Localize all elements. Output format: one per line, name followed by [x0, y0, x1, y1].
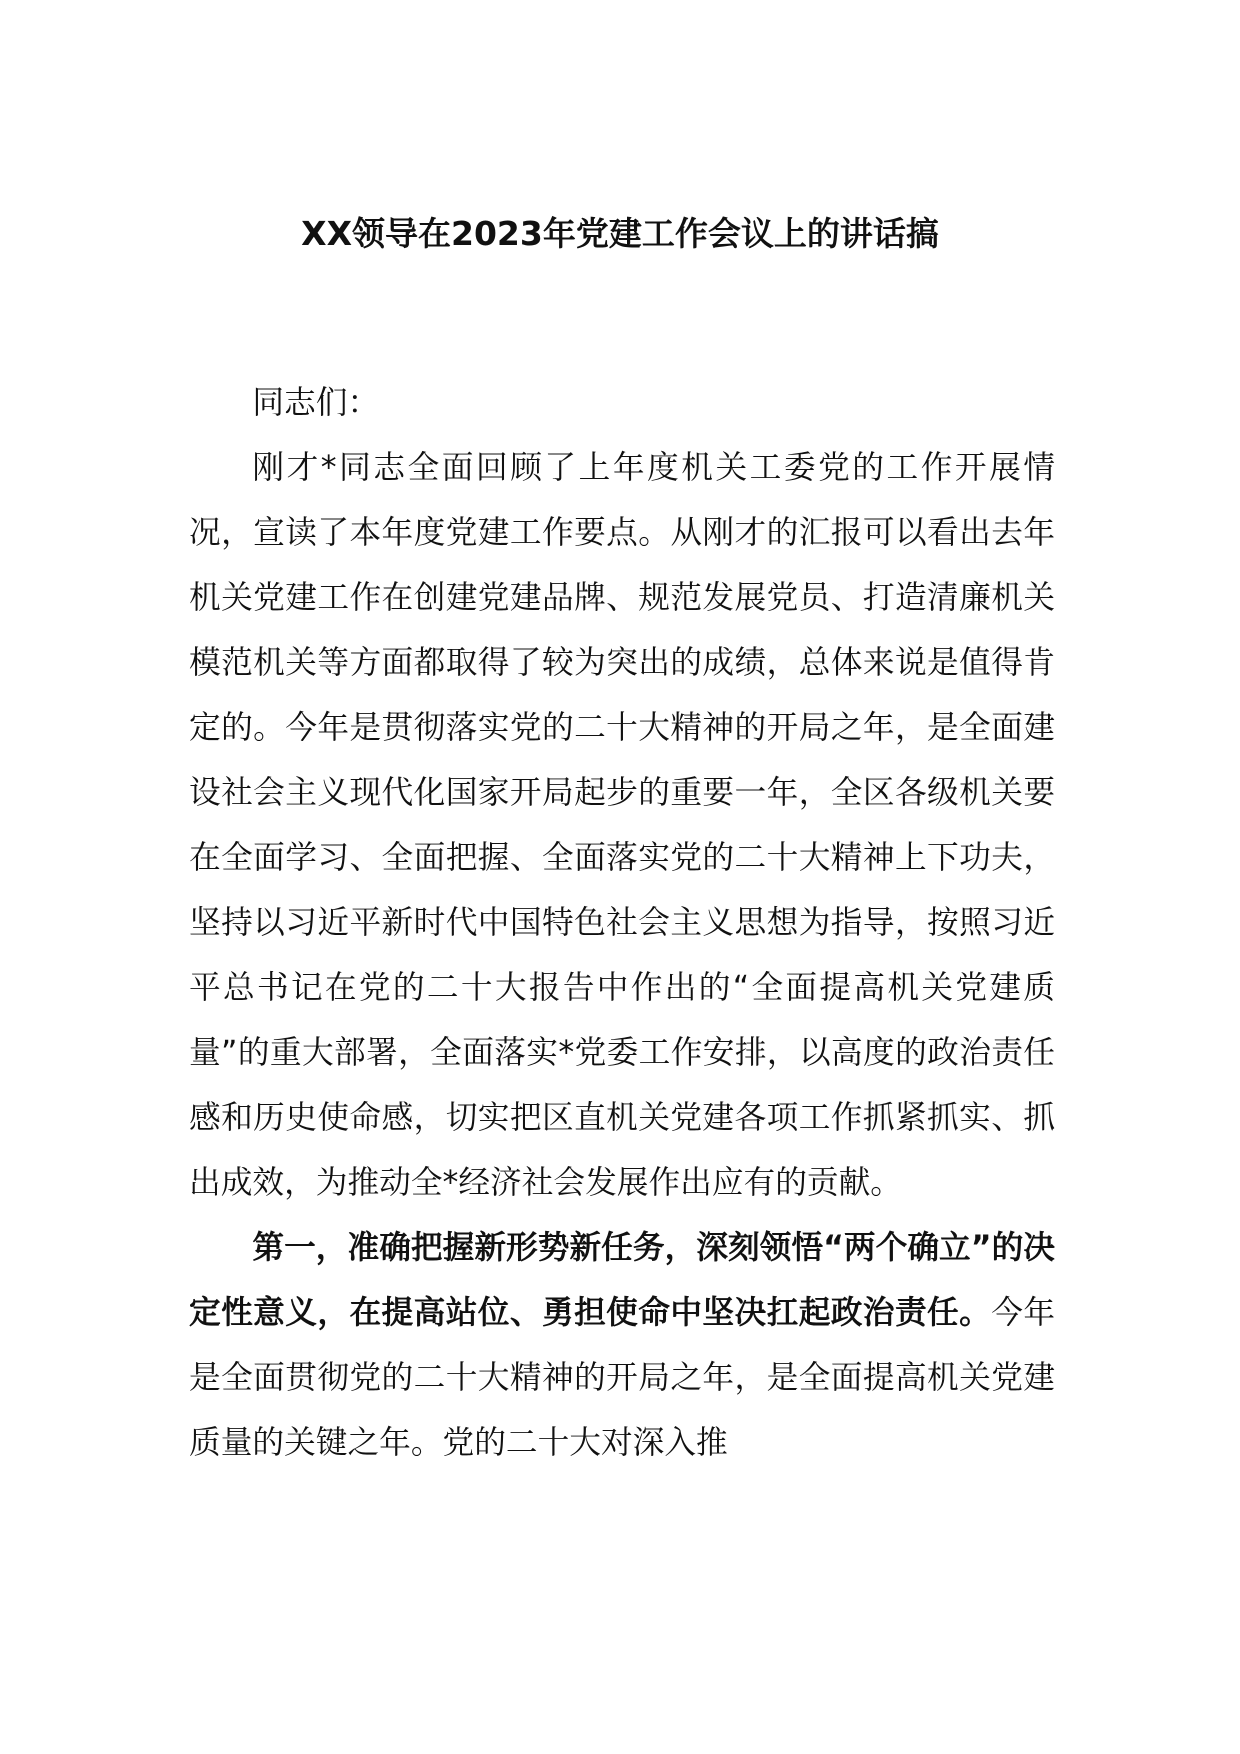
paragraph-1: 刚才*同志全面回顾了上年度机关工委党的工作开展情况，宣读了本年度党建工作要点。从刚才的汇报可以看出去年机关党建工作在创建党建品牌、规范发展党员、打造清廉机关模范机关等方面都取得了较为突出的成绩，总体来说是值得肯定的。今年是贯彻落实党的二十大精神的开局之年，是全面建设社会主义现代化国家开局起步的重要一年，全区各级机关要在全面学习、全面把握、全面落实党的二十大精神上下功夫，坚持以习近平新时代中国特色社会主义思想为指导，按照习近平总书记在党的二十大报告中作出的“全面提高机关党建质量”的重大部署，全面落实*党委工作安排，以高度的政治责任感和历史使命感，切实把区直机关党建各项工作抓紧抓实、抓出成效，为推动全*经济社会发展作出应有的贡献。 — [189, 450, 1055, 1201]
paragraph-2-lead: 第一，准确把握新形势新任务，深刻领悟“两个确立”的决定性意义，在提高站位、勇担使命中坚决扛起政治责任。 — [189, 1230, 1055, 1331]
document-body — [189, 371, 1055, 1476]
paragraph-2 — [189, 1216, 1055, 1476]
document-title: XX领导在2023年党建工作会议上的讲话搞 — [301, 214, 939, 253]
paragraph-2-text: 今年是全面贯彻党的二十大精神的开局之年，是全面提高机关党建质量的关键之年。党的二十大对深入推 — [189, 1295, 1056, 1461]
salutation: 同志们： — [252, 385, 380, 421]
